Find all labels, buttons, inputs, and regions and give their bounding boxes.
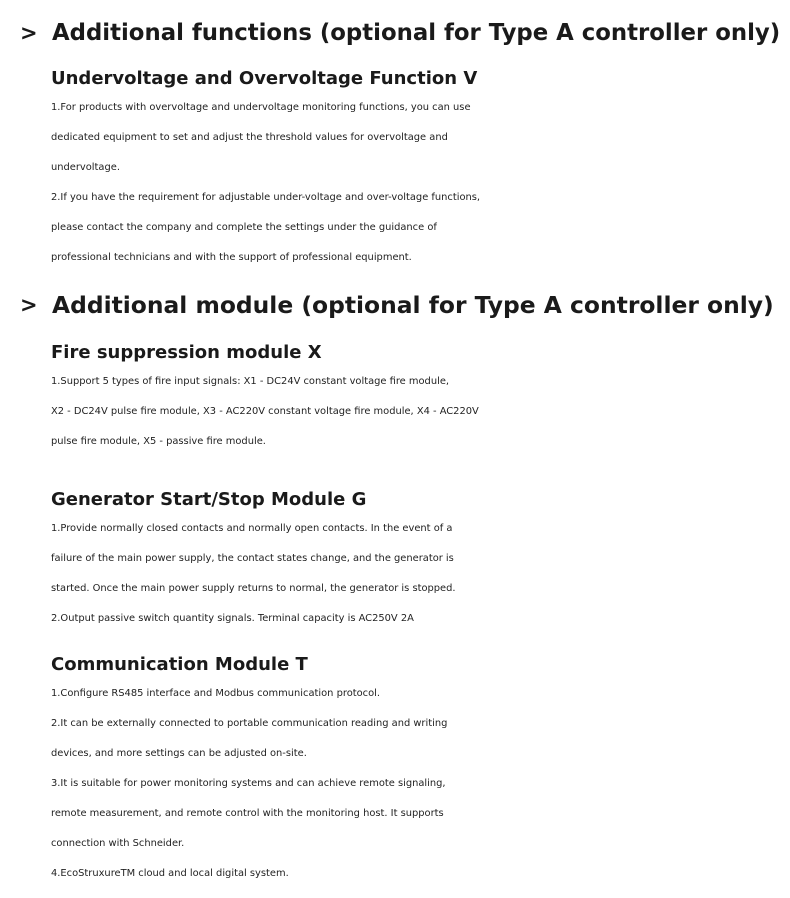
chevron-right-icon: > [20, 293, 38, 317]
paragraph-line: dedicated equipment to set and adjust the threshold values for overvoltage and [51, 132, 448, 143]
paragraph-line: started. Once the main power supply returns to normal, the generator is stopped. [51, 583, 456, 594]
paragraph-line: remote measurement, and remote control with the monitoring host. It supports [51, 808, 444, 819]
subsection-fire-suppression [51, 341, 781, 457]
paragraph-line: professional technicians and with the support of professional equipment. [51, 252, 412, 263]
subsection-title: Undervoltage and Overvoltage Function V [51, 68, 478, 89]
paragraph-line: 1.Support 5 types of fire input signals: X1 - DC24V constant voltage fire module, [51, 376, 450, 387]
subsection-generator-start-stop [51, 488, 781, 634]
paragraph-line: 2.It can be externally connected to portable communication reading and writing [51, 718, 448, 729]
paragraph-line: 2.If you have the requirement for adjustable under-voltage and over-voltage functions, [51, 192, 481, 203]
paragraph-line: X2 - DC24V pulse fire module, X3 - AC220V constant voltage fire module, X4 - AC220V [51, 406, 479, 417]
paragraph-line: failure of the main power supply, the contact states change, and the generator is [51, 553, 454, 564]
section-header-additional-module [0, 288, 790, 328]
paragraph-line: devices, and more settings can be adjusted on-site. [51, 748, 307, 759]
paragraph-line: 2.Output passive switch quantity signals. Terminal capacity is AC250V 2A [51, 613, 414, 624]
paragraph-line: 1.Provide normally closed contacts and normally open contacts. In the event of a [51, 523, 453, 534]
paragraph-line: 1.For products with overvoltage and undervoltage monitoring functions, you can use [51, 102, 471, 113]
paragraph-line: undervoltage. [51, 162, 120, 173]
paragraph-line: pulse fire module, X5 - passive fire module. [51, 436, 266, 447]
subsection-title: Communication Module T [51, 654, 308, 675]
subsection-communication-module [51, 653, 781, 889]
paragraph-line: 1.Configure RS485 interface and Modbus communication protocol. [51, 688, 381, 699]
paragraph-line: connection with Schneider. [51, 838, 185, 849]
section-title: Additional functions (optional for Type A controller only) [52, 20, 781, 46]
section-title: Additional module (optional for Type A controller only) [52, 291, 774, 319]
paragraph-line: 4.EcoStruxureTM cloud and local digital system. [51, 868, 289, 879]
subsection-title: Fire suppression module X [51, 342, 322, 363]
paragraph-line: 3.It is suitable for power monitoring systems and can achieve remote signaling, [51, 778, 446, 789]
section-header-additional-functions [0, 16, 790, 56]
subsection-title: Generator Start/Stop Module G [51, 489, 367, 510]
subsection-undervoltage-overvoltage [51, 67, 781, 273]
paragraph-line: please contact the company and complete the settings under the guidance of [51, 222, 437, 233]
chevron-right-icon: > [20, 21, 38, 45]
